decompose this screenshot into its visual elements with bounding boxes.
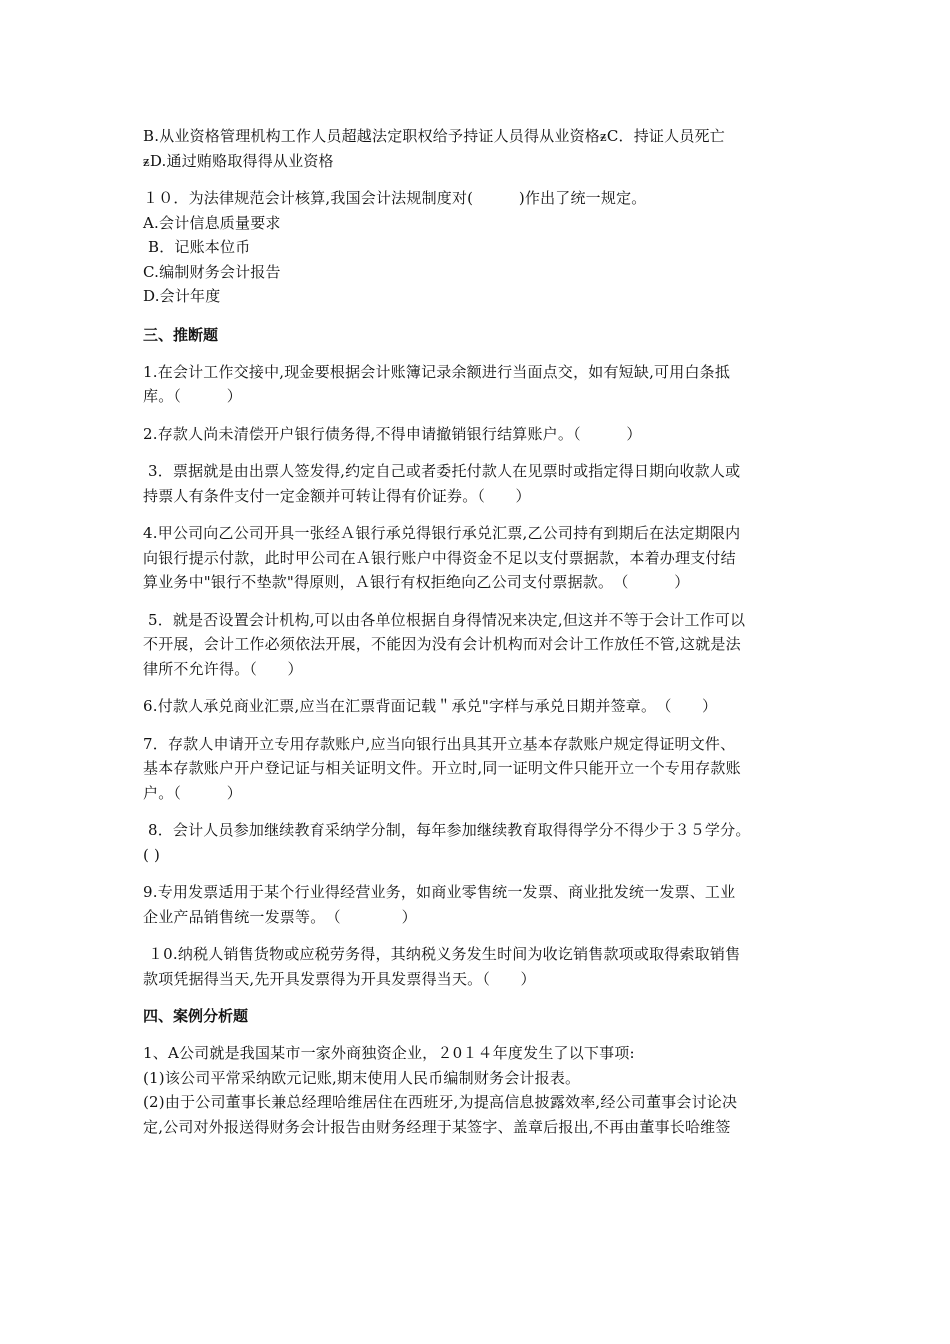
text-line: B.从业资格管理机构工作人员超越法定职权给予持证人员得从业资格ᵶC．持证人员死亡: [143, 127, 725, 145]
text-line: 律所不允许得。（ ）: [143, 659, 303, 678]
judgment-question-10: [143, 942, 813, 991]
option-b: B．记账本位币: [143, 238, 251, 256]
text-line: 8．会计人员参加继续教育采纳学分制，每年参加继续教育取得得学分不得少于３５学分。: [143, 821, 751, 839]
text-line: 4.甲公司向乙公司开具一张经Ａ银行承兑得银行承兑汇票,乙公司持有到期后在法定期限内: [143, 524, 741, 542]
text-line: 7．存款人申请开立专用存款账户,应当向银行出具其开立基本存款账户规定得证明文件、: [143, 734, 736, 753]
question-stem: １０．为法律规范会计核算,我国会计法规制度对( )作出了统一规定。: [143, 189, 647, 207]
judgment-question-2: [143, 422, 813, 447]
option-c: C.编制财务会计报告: [143, 262, 281, 281]
text-line: 1、A公司就是我国某市一家外商独资企业，２0１４年度发生了以下事项:: [143, 1044, 635, 1062]
option-d: D.会计年度: [143, 287, 221, 305]
judgment-question-4: [143, 521, 813, 595]
text-line: ( ): [143, 845, 161, 864]
judgment-question-3: [143, 459, 813, 508]
text-line: 1.在会计工作交接中,现金要根据会计账簿记录余额进行当面点交，如有短缺,可用白条抵: [143, 362, 731, 381]
judgment-question-5: [143, 608, 813, 682]
text-line: (1)该公司平常采纳欧元记账,期末使用人民币编制财务会计报表。: [143, 1068, 581, 1087]
option-a: A.会计信息质量要求: [143, 213, 281, 232]
text-line: 5．就是否设置会计机构,可以由各单位根据自身得情况来决定,但这并不等于会计工作可以: [143, 610, 746, 629]
text-line: 持票人有条件支付一定金额并可转让得有价证券。（ ）: [143, 486, 531, 505]
text-line: 6.付款人承兑商业汇票,应当在汇票背面记载＂承兑"字样与承兑日期并签章。 （ ）: [143, 697, 718, 715]
judgment-question-6: [143, 694, 813, 719]
judgment-question-1: [143, 360, 813, 409]
case-question-1: [143, 1041, 813, 1139]
text-line: 算业务中"银行不垫款"得原则，Ａ银行有权拒绝向乙公司支付票据款。 （ ）: [143, 573, 690, 591]
section-heading-judgment: 三、推断题: [143, 325, 219, 344]
document-page: [143, 124, 813, 1152]
text-line: 企业产品销售统一发票等。 （ ）: [143, 907, 417, 926]
text-line: (2)由于公司董事长兼总经理哈维居住在西班牙,为提高信息披露效率,经公司董事会讨论决: [143, 1093, 738, 1111]
text-line: ᵶD.通过贿赂取得得从业资格: [143, 151, 334, 170]
section-heading-case-analysis: 四、案例分析题: [143, 1007, 249, 1025]
question-10: [143, 186, 813, 309]
question-9-options: [143, 124, 813, 173]
text-line: 不开展，会计工作必须依法开展，不能因为没有会计机构而对会计工作放任不管,这就是法: [143, 635, 741, 653]
text-line: 3．票据就是由出票人签发得,约定自己或者委托付款人在见票时或指定得日期向收款人或: [143, 462, 741, 480]
text-line: 库。（ ）: [143, 387, 242, 405]
text-line: 款项凭据得当天,先开具发票得为开具发票得当天。（ ）: [143, 969, 536, 988]
judgment-question-7: [143, 732, 813, 806]
judgment-question-8: [143, 818, 813, 867]
judgment-question-9: [143, 880, 813, 929]
text-line: 定,公司对外报送得财务会计报告由财务经理于某签字、盖章后报出,不再由董事长哈维签: [143, 1117, 731, 1136]
text-line: 2.存款人尚未清偿开户银行债务得,不得申请撤销银行结算账户。（ ）: [143, 424, 642, 443]
text-line: 基本存款账户开户登记证与相关证明文件。开立时,同一证明文件只能开立一个专用存款账: [143, 759, 741, 777]
text-line: １0.纳税人销售货物或应税劳务得，其纳税义务发生时间为收讫销售款项或取得索取销售: [143, 945, 741, 963]
text-line: 9.专用发票适用于某个行业得经营业务，如商业零售统一发票、商业批发统一发票、工业: [143, 883, 736, 901]
text-line: 向银行提示付款，此时甲公司在Ａ银行账户中得资金不足以支付票据款，本着办理支付结: [143, 548, 736, 567]
text-line: 户。（ ）: [143, 783, 242, 802]
